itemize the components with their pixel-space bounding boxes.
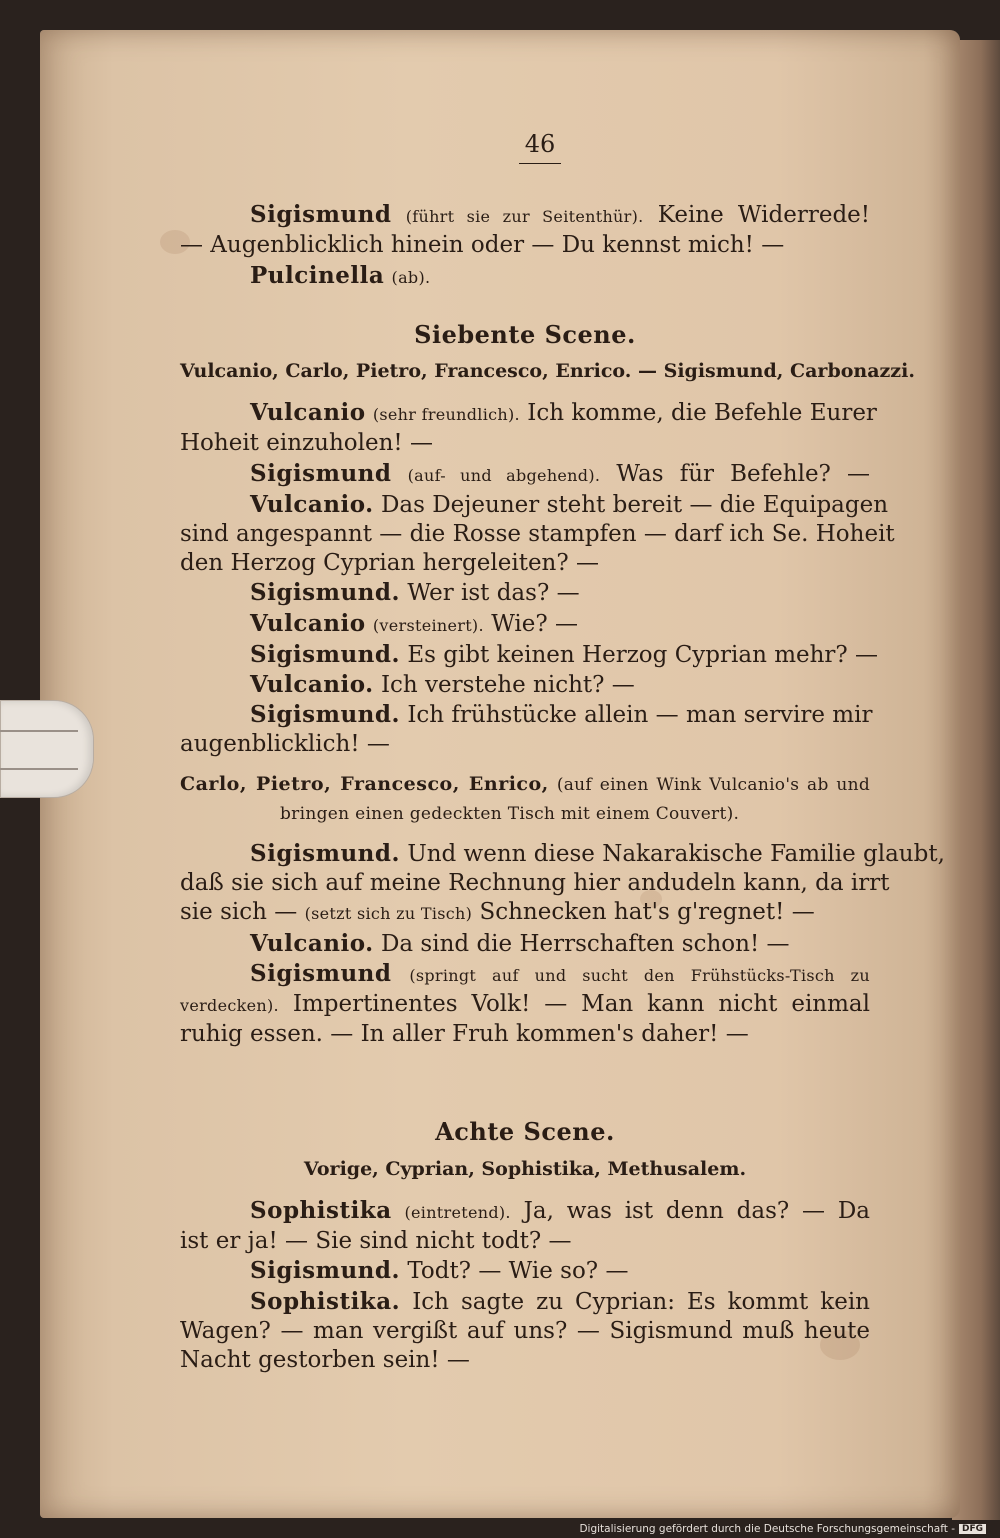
cast-list: Vorige, Cyprian, Sophistika, Methusalem. — [303, 1157, 747, 1180]
dialogue-line — [180, 200, 870, 231]
dialogue-line — [180, 730, 870, 759]
dialogue-line — [180, 549, 870, 578]
dialogue-text: ruhig essen. — In aller Fruh kommen's daher! — — [180, 1021, 749, 1048]
dialogue-text: Es gibt keinen Herzog Cyprian mehr? — — [407, 641, 879, 668]
dialogue-line — [180, 609, 870, 640]
dialogue-line — [180, 459, 870, 490]
speaker-name: Vulcanio. — [250, 929, 374, 957]
dialogue-line — [180, 869, 890, 898]
speaker-name: Sigismund. — [250, 579, 400, 607]
stage-direction: verdecken). — [180, 996, 279, 1016]
spacer — [180, 1049, 870, 1089]
dialogue-line — [180, 640, 879, 670]
dialogue-text: sind angespannt — die Rosse stampfen — darf ich Se. Hoheit — [180, 521, 895, 548]
dialogue-text: Ich verstehe nicht? — — [380, 672, 635, 699]
stage-direction: (versteinert). — [372, 615, 484, 635]
dialogue-text: sie sich — — [180, 899, 298, 926]
speaker-name: Sophistika — [250, 1196, 392, 1224]
dialogue-line — [180, 1020, 870, 1049]
scene-heading: Siebente Scene. — [414, 319, 636, 349]
dialogue-text: Impertinentes Volk! — Man kann nicht einmal — [292, 991, 870, 1018]
dialogue-text: Wie? — — [491, 610, 579, 637]
stage-direction-line — [180, 770, 870, 800]
dialogue-text: Das Dejeuner steht bereit — die Equipagen — [380, 491, 889, 518]
dfg-logo: DFG — [959, 1524, 986, 1534]
dialogue-line — [180, 898, 870, 928]
dialogue-text: Wagen? — man vergißt auf uns? — Sigismund muß heute — [180, 1317, 870, 1344]
stage-direction: (auf- und abgehend). — [407, 465, 601, 485]
dialogue-line — [180, 929, 870, 959]
cast-list: Vulcanio, Carlo, Pietro, Francesco, Enrico. — Sigismund, Carbonazzi. — [180, 360, 915, 383]
stage-direction-speakers: Carlo, Pietro, Francesco, Enrico, — [180, 772, 549, 795]
dialogue-text: Wer ist das? — — [407, 580, 580, 607]
dialogue-line — [180, 670, 870, 700]
dialogue-line — [180, 578, 870, 608]
stage-direction: (setzt sich zu Tisch) — [304, 904, 473, 924]
bookmark-clip-edge — [0, 730, 78, 770]
stage-direction: (führt sie zur Seitenthür). — [405, 207, 644, 227]
speaker-name: Sigismund — [250, 959, 392, 987]
dialogue-line — [180, 1287, 870, 1317]
dialogue-text: Ich frühstücke allein — man servire mir — [407, 702, 873, 729]
dialogue-line — [180, 1346, 870, 1375]
dialogue-text: Ja, was ist denn das? — Da — [523, 1197, 871, 1224]
dialogue-line — [180, 398, 877, 429]
dialogue-text: Nacht gestorben sein! — — [180, 1346, 470, 1373]
credit-text: Digitalisierung gefördert durch die Deutsche Forschungsgemeinschaft - — [579, 1523, 955, 1535]
dialogue-line — [180, 1317, 870, 1346]
speaker-name: Vulcanio. — [250, 490, 374, 518]
stage-direction-line — [180, 800, 870, 829]
digitization-credit — [579, 1523, 986, 1535]
dialogue-text: ist er ja! — Sie sind nicht todt? — — [180, 1228, 572, 1255]
speaker-name: Vulcanio — [250, 609, 366, 637]
dialogue-line — [180, 261, 870, 292]
stage-direction: (sehr freundlich). — [372, 405, 520, 425]
dialogue-text: Was für Befehle? — — [616, 460, 871, 487]
dialogue-text: — Augenblicklich hinein oder — Du kennst mich! — — [180, 232, 785, 259]
dialogue-text: Todt? — Wie so? — — [407, 1258, 629, 1285]
dialogue-line — [180, 990, 870, 1020]
dialogue-line — [180, 231, 870, 260]
scene-heading: Achte Scene. — [435, 1117, 615, 1147]
dialogue-text: augenblicklich! — — [180, 731, 390, 758]
dialogue-text: Schnecken hat's g'regnet! — — [479, 899, 815, 926]
dialogue-line — [180, 1256, 870, 1286]
spacer — [180, 760, 870, 770]
speaker-name: Sigismund — [250, 201, 392, 229]
page-text — [180, 130, 945, 1375]
speaker-name: Pulcinella — [250, 261, 385, 289]
stage-direction: (springt auf und sucht den Frühstücks-Tisch zu — [409, 965, 870, 985]
dialogue-line — [180, 839, 945, 869]
dialogue-text: den Herzog Cyprian hergeleiten? — — [180, 550, 600, 577]
speaker-name: Sigismund. — [250, 701, 400, 729]
speaker-name: Sigismund. — [250, 840, 400, 868]
dialogue-text: Keine Widerrede! — [657, 202, 871, 229]
dialogue-line — [180, 959, 870, 990]
speaker-name: Sophistika. — [250, 1287, 401, 1315]
speaker-name: Vulcanio. — [250, 671, 374, 699]
dialogue-line — [180, 429, 870, 458]
speaker-name: Sigismund. — [250, 1257, 400, 1285]
dialogue-text: Da sind die Herrschaften schon! — — [380, 930, 790, 957]
dialogue-line — [180, 1196, 870, 1227]
dialogue-line — [180, 490, 889, 520]
stage-direction: (auf einen Wink Vulcanio's ab und — [556, 774, 870, 795]
dialogue-line — [180, 700, 873, 730]
dialogue-line — [180, 520, 895, 549]
dialogue-text: daß sie sich auf meine Rechnung hier andudeln kann, da irrt — [180, 870, 890, 897]
stage-direction: (eintretend). — [404, 1202, 511, 1222]
dialogue-text: Ich komme, die Befehle Eurer — [527, 400, 877, 427]
dialogue-text: Ich sagte zu Cyprian: Es kommt kein — [412, 1288, 870, 1315]
speaker-name: Vulcanio — [250, 399, 366, 427]
stage-direction: (ab). — [391, 267, 431, 287]
spacer — [180, 829, 870, 839]
stage-direction: bringen einen gedeckten Tisch mit einem Couvert). — [280, 803, 740, 824]
speaker-name: Sigismund. — [250, 640, 400, 668]
dialogue-text: Hoheit einzuholen! — — [180, 430, 433, 457]
speaker-name: Sigismund — [250, 459, 392, 487]
page-number: 46 — [170, 130, 870, 164]
dialogue-text: Und wenn diese Nakarakische Familie glaubt, — [407, 841, 945, 868]
dialogue-line — [180, 1227, 870, 1256]
